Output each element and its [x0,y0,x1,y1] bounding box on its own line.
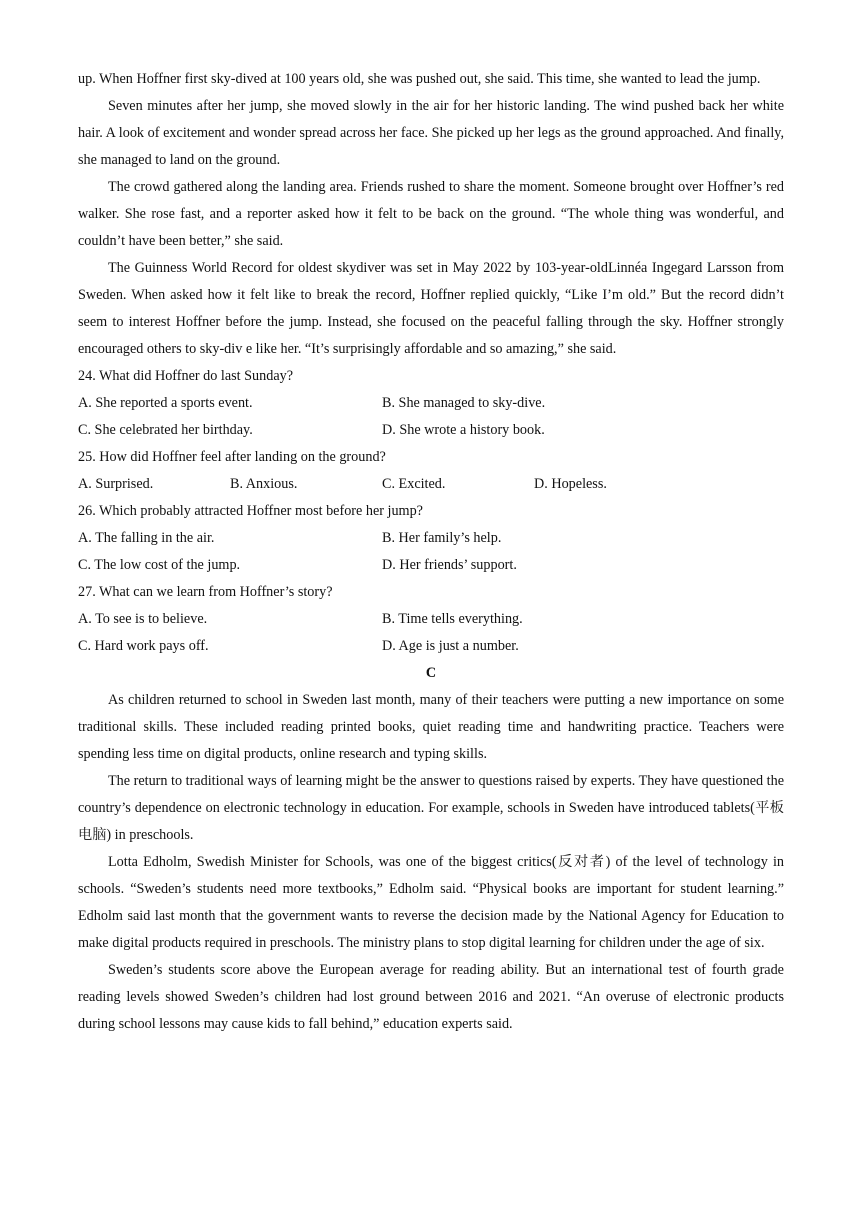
options-row [78,552,784,579]
options-row [78,633,784,660]
options-row [78,417,784,444]
option-d: D. Hopeless. [534,476,607,492]
option-b: B. She managed to sky-dive. [382,395,546,411]
option-a: A. The falling in the air. [78,530,215,546]
question-25 [78,444,784,498]
option-a: A. She reported a sports event. [78,395,253,411]
option-c: C. Hard work pays off. [78,638,209,654]
passage-paragraph: Seven minutes after her jump, she moved slowly in the air for her historic landing. The wind pushed back her white hair. A look of excitement and wonder spread across her face. She picked up her legs as the ground approached. And finally, she managed to land on the ground. [78,98,784,168]
option-b: B. Time tells everything. [382,611,523,627]
question-stem: 24. What did Hoffner do last Sunday? [78,368,294,384]
option-c: C. Excited. [382,476,446,492]
options-row [78,390,784,417]
question-stem: 26. Which probably attracted Hoffner most before her jump? [78,503,423,519]
question-stem: 27. What can we learn from Hoffner’s story? [78,584,333,600]
passage-paragraph: up. When Hoffner first sky-dived at 100 years old, she was pushed out, she said. This time, she wanted to lead the jump. [78,71,761,87]
option-b: B. Her family’s help. [382,530,502,546]
options-row [78,606,784,633]
option-d: D. She wrote a history book. [382,422,545,438]
passage-paragraph: Lotta Edholm, Swedish Minister for Schools, was one of the biggest critics(反对者) of the level of technology in schools. “Sweden’s students need more textbooks,” Edholm said. “Physical books are important for student learning.” Edholm said last month that the government wants to reverse the decision made by the National Agency for Education to make digital products required in preschools. The ministry plans to stop digital learning for children under the age of six. [78,854,784,951]
option-a: A. Surprised. [78,476,154,492]
passage-paragraph: Sweden’s students score above the European average for reading ability. But an international test of fourth grade reading levels showed Sweden’s children had lost ground between 2016 and 2021. “An overuse of electronic products during school lessons may cause kids to fall behind,” education experts said. [78,962,784,1032]
question-27 [78,579,784,660]
passage-paragraph: The return to traditional ways of learning might be the answer to questions raised by experts. They have questioned the country’s dependence on electronic technology in education. For example, schools in Sweden have introduced tablets(平板电脑) in preschools. [78,773,784,843]
question-26 [78,498,784,579]
question-stem: 25. How did Hoffner feel after landing on the ground? [78,449,386,465]
section-heading: C [425,665,437,681]
option-b: B. Anxious. [230,476,298,492]
passage-paragraph: The Guinness World Record for oldest skydiver was set in May 2022 by 103-year-oldLinnéa Ingegard Larsson from Sweden. When asked how it felt like to break the record, Hoffner replied quickly, “Like I’m old.” But the record didn’t seem to interest Hoffner before the jump. Instead, she focused on the peaceful falling through the sky. Hoffner strongly encouraged others to sky-div e like her. “It’s surprisingly affordable and so amazing,” she said. [78,260,784,357]
option-c: C. She celebrated her birthday. [78,422,253,438]
passage-paragraph: The crowd gathered along the landing area. Friends rushed to share the moment. Someone brought over Hoffner’s red walker. She rose fast, and a reporter asked how it felt to be back on the ground. “The whole thing was wonderful, and couldn’t have been better,” she said. [78,179,784,249]
options-row [78,525,784,552]
document-page [78,66,784,1038]
option-c: C. The low cost of the jump. [78,557,241,573]
option-d: D. Her friends’ support. [382,557,517,573]
passage-paragraph: As children returned to school in Sweden last month, many of their teachers were putting a new importance on some traditional skills. These included reading printed books, quiet reading time and handwriting practice. Teachers were spending less time on digital products, online research and typing skills. [78,692,784,762]
question-24 [78,363,784,444]
option-d: D. Age is just a number. [382,638,519,654]
option-a: A. To see is to believe. [78,611,208,627]
options-row [78,471,784,498]
